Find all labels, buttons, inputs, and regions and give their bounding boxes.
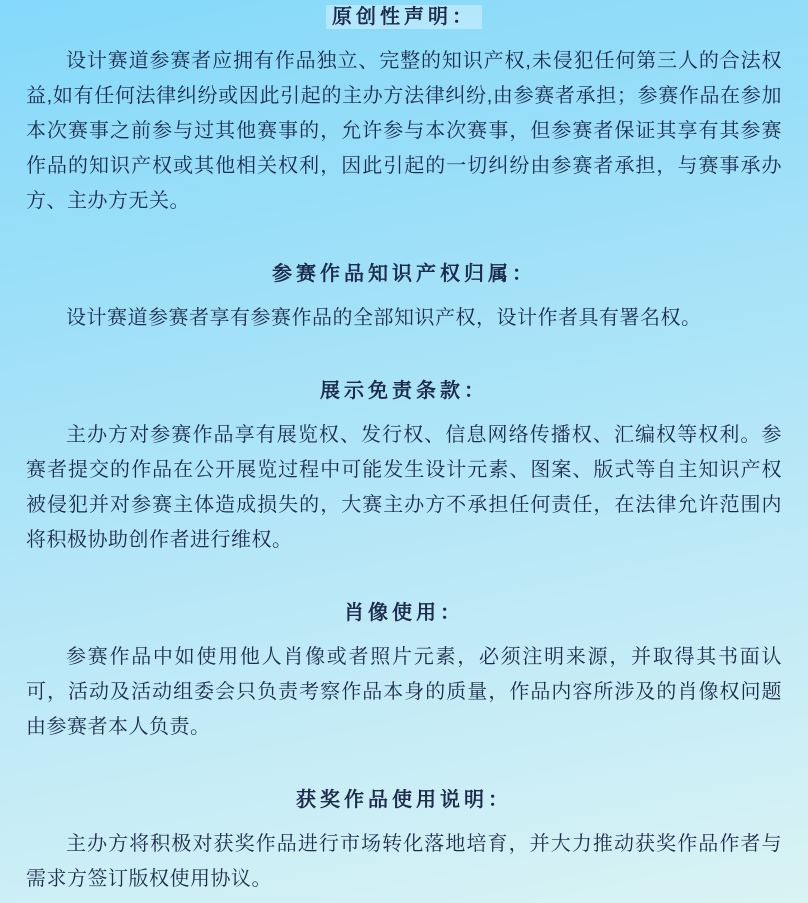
- section-portrait-use: [26, 598, 782, 745]
- heading-highlight: 原创性声明：: [326, 5, 482, 29]
- section-heading-portrait-use: 肖像使用：: [344, 602, 464, 624]
- section-heading-exhibition-disclaimer: 展示免责条款：: [320, 380, 488, 402]
- paragraph-award-usage: 主办方将积极对获奖作品进行市场转化落地培育，并大力推动获奖作品作者与需求方签订版权使用协议。: [26, 833, 782, 890]
- section-heading-originality: [26, 2, 782, 32]
- section-exhibition-disclaimer: [26, 376, 782, 558]
- section-ip-ownership: [26, 259, 782, 336]
- paragraph-ip-ownership: 设计赛道参赛者享有参赛作品的全部知识产权，设计作者具有署名权。: [66, 307, 702, 329]
- section-award-usage: [26, 785, 782, 897]
- paragraph-exhibition-disclaimer: 主办方对参赛作品享有展览权、发行权、信息网络传播权、汇编权等权利。参赛者提交的作品在公开展览过程中可能发生设计元素、图案、版式等自主知识产权被侵犯并对参赛主体造成损失的，大赛主办方不承担任何责任，在法律允许范围内将积极协助创作者进行维权。: [26, 424, 782, 551]
- paragraph-portrait-use: 参赛作品中如使用他人肖像或者照片元素，必须注明来源，并取得其书面认可，活动及活动组委会只负责考察作品本身的质量，作品内容所涉及的肖像权问题由参赛者本人负责。: [26, 646, 782, 738]
- section-originality-statement: [26, 2, 782, 219]
- section-heading-ip-ownership: 参赛作品知识产权归属：: [272, 263, 536, 285]
- paragraph-originality: 设计赛道参赛者应拥有作品独立、完整的知识产权,未侵犯任何第三人的合法权益,如有任何法律纠纷或因此引起的主办方法律纠纷,由参赛者承担；参赛作品在参加本次赛事之前参与过其他赛事的，允许参与本次赛事，但参赛者保证其享有其参赛作品的知识产权或其他相关权利，因此引起的一切纠纷由参赛者承担，与赛事承办方、主办方无关。: [26, 50, 782, 212]
- section-heading-award-usage: 获奖作品使用说明：: [296, 789, 512, 811]
